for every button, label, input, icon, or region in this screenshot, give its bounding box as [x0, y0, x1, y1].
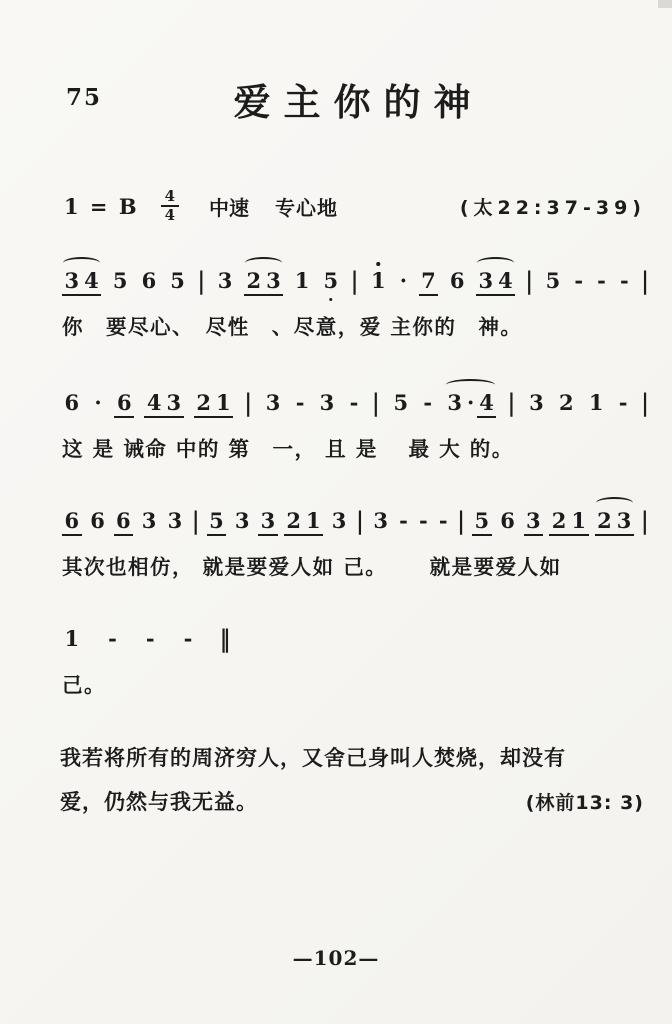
dot-note: · — [399, 268, 407, 293]
note: 3 — [141, 508, 157, 533]
note-group — [616, 391, 630, 414]
dash-note: - — [145, 626, 155, 651]
note: 3 — [167, 508, 183, 533]
note-group — [347, 391, 361, 414]
note: 2 — [246, 268, 262, 293]
note-group — [421, 391, 435, 414]
note-group — [445, 391, 497, 418]
music-system-3 — [62, 492, 650, 580]
note-group — [263, 391, 283, 414]
note: 3 — [234, 508, 250, 533]
slur-arc — [446, 379, 496, 391]
barline: | — [350, 266, 359, 295]
note: 5 — [472, 509, 492, 536]
note: 5 — [321, 269, 341, 292]
barline: | — [641, 506, 649, 535]
dot-note: · — [94, 390, 102, 415]
note: 1 — [571, 508, 587, 533]
note-group — [194, 391, 233, 418]
time-signature — [161, 188, 179, 224]
lyrics-line-1: 你 要尽心、 尽性 、尽意，爱 主你的 神。 — [62, 315, 523, 339]
meta-row — [64, 188, 646, 224]
note: 6 — [114, 391, 134, 418]
note-group — [419, 269, 439, 296]
barline: | — [457, 506, 465, 535]
note-group — [397, 509, 411, 532]
note-group — [62, 627, 82, 650]
notation-line-4 — [62, 610, 650, 658]
note: 1 — [294, 268, 310, 293]
note: 6 — [500, 508, 515, 533]
note-group — [368, 269, 388, 292]
notation-line-3 — [62, 492, 650, 540]
notation-line-2 — [62, 374, 650, 422]
note-group — [321, 269, 341, 292]
note-group — [476, 269, 515, 296]
slur-arc — [245, 257, 282, 269]
dash-note: - — [399, 508, 408, 533]
note: 1 — [368, 269, 388, 292]
note-group — [165, 509, 185, 532]
note-group — [62, 391, 82, 414]
note-group — [397, 269, 409, 292]
beam — [244, 269, 283, 296]
note: 4 — [146, 390, 162, 415]
note-group — [181, 627, 195, 650]
lyrics-line-4: 己。 — [62, 673, 106, 697]
note-group — [114, 509, 134, 536]
note-group — [416, 509, 430, 532]
note-group — [447, 269, 467, 292]
time-signature-denominator: 4 — [164, 206, 176, 224]
note-group — [293, 391, 307, 414]
note: 5 — [170, 268, 185, 293]
note: 3 — [64, 268, 80, 293]
dash-note: - — [183, 626, 193, 651]
octave-dot-below — [329, 298, 333, 302]
note-group — [556, 391, 576, 414]
note-group — [371, 509, 391, 532]
barline: | — [525, 266, 534, 295]
note-group — [143, 627, 157, 650]
lyrics-line-3: 其次也相仿， 就是要爱人如 己。 就是要爱人如 — [62, 555, 562, 579]
note: 5 — [112, 268, 128, 293]
expression-marking: 专心地 — [275, 195, 339, 220]
slur-arc — [63, 257, 100, 269]
note-group — [436, 509, 450, 532]
note: 3 — [616, 508, 632, 533]
note-group — [543, 269, 563, 292]
dash-note: - — [418, 508, 428, 533]
note-group — [472, 509, 492, 536]
note-group — [168, 269, 188, 292]
note-group — [144, 391, 183, 418]
note-group — [586, 391, 606, 414]
barline: | — [372, 388, 380, 417]
note-group — [258, 509, 278, 536]
beam — [284, 509, 323, 536]
beam — [144, 391, 183, 418]
note-group — [595, 269, 609, 292]
note: 2 — [558, 390, 574, 415]
note: 4 — [477, 391, 497, 418]
lyrics-line-2: 这 是 诫命 中的 第 一， 且 是 最 大 的。 — [62, 437, 514, 461]
note: 5 — [545, 268, 561, 293]
note: 1 — [64, 626, 80, 651]
dash-note: - — [618, 390, 628, 415]
dash-note: - — [619, 268, 629, 293]
page-title: 爱主你的神 — [233, 80, 484, 124]
time-signature-numerator: 4 — [161, 188, 179, 207]
note: 6 — [141, 268, 157, 293]
note: 3 — [166, 390, 182, 415]
scripture-reference: (太22:37-39) — [459, 196, 646, 219]
note: 4 — [498, 268, 513, 293]
note-group — [244, 269, 283, 296]
note-group — [498, 509, 518, 532]
note: 3 — [217, 268, 233, 293]
dot-note: · — [466, 390, 475, 415]
dash-note: - — [423, 390, 433, 415]
note: 3 — [265, 390, 281, 415]
note-group — [92, 391, 104, 414]
note-group — [106, 627, 120, 650]
notation-line-1 — [62, 252, 650, 300]
footer-scripture-quote — [60, 736, 644, 825]
quote-reference: (林前13: 3) — [525, 792, 644, 814]
barline: | — [641, 388, 649, 417]
beam — [549, 509, 588, 536]
note: 4 — [84, 268, 99, 293]
note-group — [284, 509, 323, 536]
final-barline: ‖ — [219, 624, 231, 653]
note: 3 — [319, 390, 335, 415]
quote-line-2-text: 爱，仍然与我无益。 — [60, 790, 258, 814]
note-group — [110, 269, 130, 292]
note: 6 — [114, 509, 134, 536]
note-group — [114, 391, 134, 418]
note-group — [527, 391, 547, 414]
note-group — [572, 269, 586, 292]
note: 2 — [196, 390, 211, 415]
note-group — [549, 509, 588, 536]
note: 6 — [62, 509, 82, 536]
header — [0, 72, 672, 128]
note-group — [317, 391, 337, 414]
note: 3 — [258, 509, 278, 536]
note-group — [329, 509, 349, 532]
note: 6 — [64, 390, 80, 415]
note: 2 — [551, 508, 567, 533]
note: 1 — [588, 390, 604, 415]
note: 1 — [306, 508, 321, 533]
note-group — [391, 391, 411, 414]
dash-note: - — [349, 390, 359, 415]
beam — [194, 391, 233, 418]
note-group — [139, 269, 159, 292]
note: 2 — [597, 508, 612, 533]
barline: | — [641, 266, 649, 295]
note-group — [617, 269, 631, 292]
note-group — [524, 509, 544, 536]
hymn-number: 75 — [66, 84, 103, 111]
note-group — [62, 509, 82, 536]
note: 3 — [331, 508, 347, 533]
note: 6 — [90, 508, 105, 533]
note-group — [139, 509, 159, 532]
note-group — [207, 509, 227, 536]
dash-note: - — [597, 268, 606, 293]
dash-note: - — [438, 508, 448, 533]
barline: | — [197, 266, 206, 295]
note-group — [62, 269, 101, 296]
dash-note: - — [574, 268, 584, 293]
note: 3 — [529, 390, 544, 415]
quote-line-2 — [60, 780, 644, 825]
beam — [476, 269, 515, 296]
note: 3 — [524, 509, 544, 536]
note: 2 — [286, 508, 302, 533]
beam — [62, 269, 101, 296]
music-system-1 — [62, 252, 650, 340]
octave-dot-above — [377, 262, 381, 266]
note: 3 — [266, 268, 281, 293]
music-system-2 — [62, 374, 650, 462]
note-group — [88, 509, 108, 532]
note: 6 — [449, 268, 465, 293]
dash-note: - — [108, 626, 117, 651]
note: 3 — [447, 390, 462, 415]
barline: | — [356, 506, 364, 535]
music-system-4 — [62, 610, 650, 698]
dash-note: - — [295, 390, 305, 415]
page-number: —102— — [292, 946, 380, 970]
quote-line-1: 我若将所有的周济穷人，又舍己身叫人焚烧，却没有 — [60, 746, 566, 770]
beam — [595, 509, 634, 536]
scan-blemish — [658, 0, 672, 8]
barline: | — [191, 506, 200, 535]
note-group — [215, 269, 235, 292]
note-group — [292, 269, 312, 292]
note: 5 — [393, 390, 409, 415]
note-group — [232, 509, 252, 532]
note: 5 — [207, 509, 227, 536]
note: 1 — [216, 390, 231, 415]
barline: | — [507, 388, 516, 417]
note: 7 — [419, 269, 439, 296]
note: 3 — [478, 268, 494, 293]
tempo-marking: 中速 — [209, 195, 250, 220]
slur-arc — [477, 257, 514, 269]
barline: | — [244, 388, 253, 417]
key-signature: 1 = B — [64, 193, 139, 219]
note: 3 — [373, 508, 388, 533]
slur-arc — [596, 497, 633, 509]
note-group — [595, 509, 634, 536]
